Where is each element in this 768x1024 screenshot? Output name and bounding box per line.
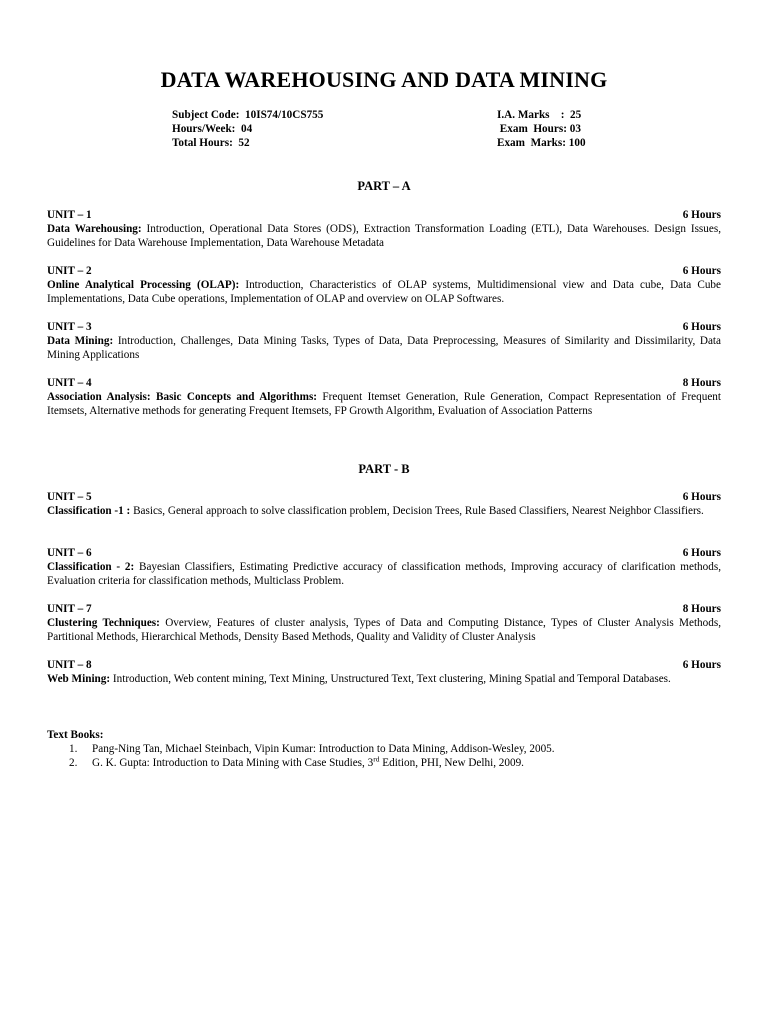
exam-marks: Exam Marks: 100	[497, 137, 586, 149]
unit-header	[47, 490, 721, 504]
subject-info-left	[172, 108, 323, 150]
unit-topic: Classification - 2:	[47, 561, 135, 573]
unit-label: UNIT – 5	[47, 491, 92, 503]
unit-content: Overview, Features of cluster analysis, Types of Data and Computing Distance, Types of Cluster Analysis Methods, Partitional Methods, Hierarchical Methods, Density Based Methods, Quality and Validity of Cluster Analysis	[47, 617, 721, 643]
part-b-heading: PART - B	[358, 462, 410, 476]
unit-block	[47, 208, 721, 250]
unit-content: Introduction, Characteristics of OLAP systems, Multidimensional view and Data cube, Data Cube Implementations, Data Cube operations, Implementation of OLAP and overview on OLAP Softwares.	[47, 279, 721, 305]
unit-content: Introduction, Web content mining, Text Mining, Unstructured Text, Text clustering, Mining Spatial and Temporal Databases.	[110, 673, 671, 685]
unit-topic: Data Mining:	[47, 335, 114, 347]
unit-content: Introduction, Operational Data Stores (ODS), Extraction Transformation Loading (ETL), Data Warehouses. Design Issues, Guidelines for Data Warehouse Implementation, Data Warehouse Metadata	[47, 223, 721, 249]
unit-label: UNIT – 4	[47, 377, 92, 389]
unit-topic: Web Mining:	[47, 673, 111, 685]
unit-block	[47, 376, 721, 418]
unit-hours: 6 Hours	[682, 321, 721, 333]
unit-content: Frequent Itemset Generation, Rule Generation, Compact Representation of Frequent Itemsets, Alternative methods for generating Frequent Itemsets, FP Growth Algorithm, Evaluation of Association Patterns	[47, 391, 721, 417]
unit-block	[47, 602, 721, 644]
unit-block	[47, 546, 721, 588]
unit-content: Introduction, Challenges, Data Mining Tasks, Types of Data, Data Preprocessing, Measures of Similarity and Dissimilarity, Data Mining Applications	[47, 335, 722, 361]
unit-description	[47, 504, 721, 518]
unit-label: UNIT – 8	[47, 659, 92, 671]
text-books-heading: Text Books:	[47, 729, 104, 741]
unit-content: Bayesian Classifiers, Estimating Predictive accuracy of classification methods, Improving accuracy of clarification methods, Evaluation criteria for classification methods, Multiclass Problem.	[47, 561, 721, 587]
unit-hours: 6 Hours	[682, 659, 721, 671]
unit-block	[47, 264, 721, 306]
unit-description	[47, 278, 721, 306]
unit-label: UNIT – 6	[47, 547, 92, 559]
text-book-item	[47, 742, 721, 756]
subject-code: Subject Code: 10IS74/10CS755	[172, 109, 324, 121]
text-book-number: 2.	[69, 757, 78, 769]
total-hours: Total Hours: 52	[172, 137, 250, 149]
unit-topic: Online Analytical Processing (OLAP):	[47, 279, 240, 291]
unit-label: UNIT – 2	[47, 265, 92, 277]
unit-description	[47, 616, 721, 644]
unit-hours: 8 Hours	[682, 603, 721, 615]
unit-description	[47, 672, 721, 686]
ordinal-suffix: rd	[373, 754, 380, 764]
unit-header	[47, 546, 721, 560]
ia-marks: I.A. Marks : 25	[497, 109, 582, 121]
unit-description	[47, 334, 721, 362]
text-book-text: Pang-Ning Tan, Michael Steinbach, Vipin Kumar: Introduction to Data Mining, Addison-Wesley, 2005.	[92, 743, 555, 755]
unit-block	[47, 490, 721, 518]
unit-header	[47, 376, 721, 390]
text-book-text: G. K. Gupta: Introduction to Data Mining with Case Studies, 3	[92, 757, 374, 769]
unit-header	[47, 264, 721, 278]
unit-description	[47, 560, 721, 588]
subject-info-right	[497, 108, 586, 150]
unit-label: UNIT – 7	[47, 603, 92, 615]
unit-label: UNIT – 3	[47, 321, 92, 333]
unit-topic: Association Analysis: Basic Concepts and Algorithms:	[47, 391, 318, 403]
text-book-number: 1.	[69, 743, 78, 755]
unit-header	[47, 658, 721, 672]
unit-topic: Clustering Techniques:	[47, 617, 160, 629]
unit-description	[47, 222, 721, 250]
text-book-item	[47, 756, 721, 770]
text-books	[47, 728, 721, 770]
unit-hours: 6 Hours	[682, 265, 721, 277]
unit-hours: 6 Hours	[682, 491, 721, 503]
unit-header	[47, 602, 721, 616]
unit-hours: 8 Hours	[682, 377, 721, 389]
part-a-heading: PART – A	[357, 179, 411, 193]
hours-per-week: Hours/Week: 04	[172, 123, 253, 135]
unit-hours: 6 Hours	[682, 209, 721, 221]
text-book-text-end: Edition, PHI, New Delhi, 2009.	[379, 757, 524, 769]
unit-content: Basics, General approach to solve classification problem, Decision Trees, Rule Based Classifiers, Nearest Neighbor Classifiers.	[130, 505, 704, 517]
unit-hours: 6 Hours	[682, 547, 721, 559]
unit-block	[47, 320, 721, 362]
unit-block	[47, 658, 721, 686]
unit-header	[47, 208, 721, 222]
exam-hours: Exam Hours: 03	[497, 123, 581, 135]
unit-topic: Data Warehousing:	[47, 223, 142, 235]
unit-header	[47, 320, 721, 334]
unit-label: UNIT – 1	[47, 209, 92, 221]
unit-description	[47, 390, 721, 418]
page-title: DATA WAREHOUSING AND DATA MINING	[160, 67, 608, 92]
unit-topic: Classification -1 :	[47, 505, 131, 517]
